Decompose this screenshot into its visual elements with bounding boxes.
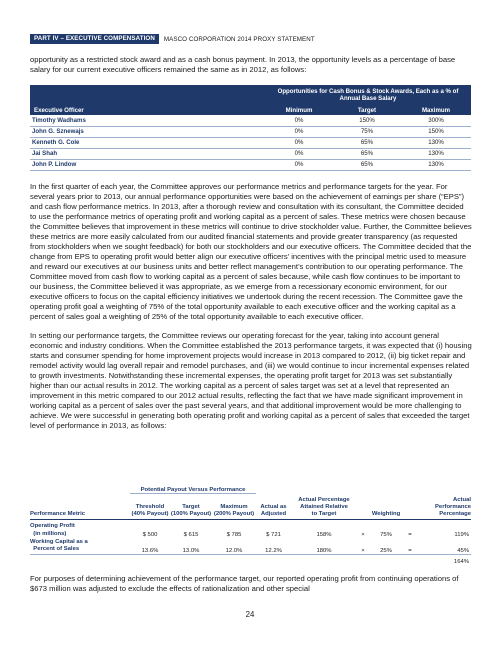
target-value: 65% [333,159,401,170]
table-group-header: Opportunities for Cash Bonus & Stock Awards, Each as a % of Annual Base Salary [277,87,459,102]
percent-attained-value: 180% [291,538,357,554]
minimum-value: 0% [265,126,333,137]
column-header-officer: Executive Officer [34,106,84,114]
officer-name: Kenneth G. Cole [30,137,265,148]
maximum-value: 130% [401,159,471,170]
targets-paragraph: In setting our performance targets, the Committee reviews our operating forecast for the year, taking into account general economic and industry conditions. When the Committee established the 2013 performance targets, it was expected that (i) housing starts and consumer spending for home improvement projects would increase in 2013 compared to 2012, (ii) big ticket repair and remodel activity would lag overall repair and remodel purchases, and (iii) we would continue to incur incremental expenses related to growth investments. Notwithstanding these incremental expenses, the operating profit target for 2013 was set substantially higher than our actual results in 2012. The working capital as a percent of sales target was set at a level that represented an improvement in this metric compared to our 2012 actual results, reflecting the fact that we have made significant improvement in working capital as a percent of sales over the past several years, and that additional improvement would be more challenging to achieve. We were successful in generating both operating profit and working capital as a percent of sales that exceeded the target level of performance in 2013, as follows: [30,331,472,430]
document-title: MASCO CORPORATION 2014 PROXY STATEMENT [163,35,315,43]
performance-table [30,483,471,565]
column-header-performance: Actual Performance Percentage [417,493,471,519]
maximum-value: $ 785 [226,532,242,538]
opportunity-table [30,85,471,171]
performance-value: 45% [417,538,471,554]
column-header-threshold: Threshold (40% Payout) [130,493,170,519]
performance-value: 119% [454,532,469,538]
minimum-value: 0% [265,115,333,126]
metric-name: Operating Profit (in millions) [30,523,75,537]
maximum-value: 150% [401,126,471,137]
page-header [30,34,315,44]
column-header-target: Target [357,106,377,114]
target-value: $ 615 [183,532,199,538]
table-group-header: Potential Payout Versus Performance [130,483,256,493]
intro-paragraph: opportunity as a restricted stock award and as a cash bonus payment. In 2013, the opportunity levels as a percentage of base salary for our current executive officers remained the same as in 2012, as follows: [30,55,456,74]
target-value: 65% [333,137,401,148]
table-group-header-row [30,483,471,493]
column-header-minimum: Minimum [285,106,313,114]
table-row [30,115,471,126]
percent-attained-value: 158% [316,532,332,538]
target-value: 13.0% [170,538,212,554]
weighting-value: 75% [380,532,392,538]
maximum-value: 12.0% [212,538,256,554]
target-value: 150% [333,115,401,126]
multiply-sign: × [361,532,365,538]
total-row [30,554,471,565]
threshold-value: $ 500 [142,532,158,538]
table-row [30,137,471,148]
target-value: 75% [333,126,401,137]
table-row [30,159,471,170]
column-header-weighting: Weighting [369,493,403,519]
weighting-value: 25% [369,538,403,554]
column-header-actual: Actual as Adjusted [256,493,291,519]
minimum-value: 0% [265,148,333,159]
actual-value: $ 721 [266,532,281,538]
officer-name: John G. Sznewajs [30,126,265,137]
multiply-sign: × [357,538,369,554]
total-performance-value: 164% [453,559,469,565]
table-row [30,519,471,538]
table-row [30,148,471,159]
maximum-value: 300% [401,115,471,126]
officer-name: John P. Lindow [30,159,265,170]
column-header-metric: Performance Metric [30,493,130,519]
metrics-paragraph: In the first quarter of each year, the Committee approves our performance metrics and performance targets for the year. For several years prior to 2013, our annual performance opportunities were based on the achievement of earnings per share (“EPS”) and cash flow performance metrics. In 2013, after a thorough review and consultation with its consultant, the Committee decided to use the performance metrics of operating profit and working capital as a percent of sales. These metrics were chosen because the Committee believes that improvement in these metrics will continue to drive stockholder value. Further, the Committee believes these metrics are more easily calculated from our audited financial statements and provide greater transparency (as requested from stockholders when we sought feedback) for both our stockholders and our executive officers. The Committee decided that the change from EPS to operating profit would better align our executive officers’ incentives with the principal metric used to measure and reward our executives at our business units and better reflect management’s contribution to our operating performance. The Committee moved from cash flow to working capital as a percent of sales because, while cash flow continues to be important to our business, the Committee believed it was appropriate, as we emerge from a recessionary economic environment, for our executive officers to focus on the capital efficiency initiatives we undertook during the recent recession. The Committee gave the operating profit goal a weighting of 75% of the total opportunity available to each executive officer and the working capital as a percent of sales goal a weighting of 25% of the total opportunity available to each executive officer. [30,182,472,321]
column-header-maximum: Maximum (200% Payout) [212,493,256,519]
actual-value: 12.2% [256,538,291,554]
page-number: 24 [245,610,255,619]
column-header-maximum: Maximum [421,106,451,114]
column-header-target: Target (100% Payout) [170,493,212,519]
minimum-value: 0% [265,137,333,148]
table-column-header-row [30,493,471,519]
target-value: 65% [333,148,401,159]
minimum-value: 0% [265,159,333,170]
table-row [30,538,471,554]
maximum-value: 130% [401,148,471,159]
officer-name: Timothy Wadhams [30,115,265,126]
metric-name: Working Capital as a Percent of Sales [30,538,130,554]
maximum-value: 130% [401,137,471,148]
threshold-value: 13.6% [130,538,170,554]
officer-name: Jai Shah [30,148,265,159]
table-group-header-row [30,85,471,105]
closing-paragraph: For purposes of determining achievement of the performance target, our reported operating profit from continuing operations of $673 million was adjusted to exclude the effects of rationalization and other special [30,574,459,593]
column-header-percent-attained: Actual Percentage Attained Relative to Target [291,493,357,519]
table-row [30,126,471,137]
equals-sign: = [408,532,412,538]
table-column-header-row [30,105,471,115]
equals-sign: = [403,538,417,554]
section-label: PART IV – EXECUTIVE COMPENSATION [30,34,159,44]
